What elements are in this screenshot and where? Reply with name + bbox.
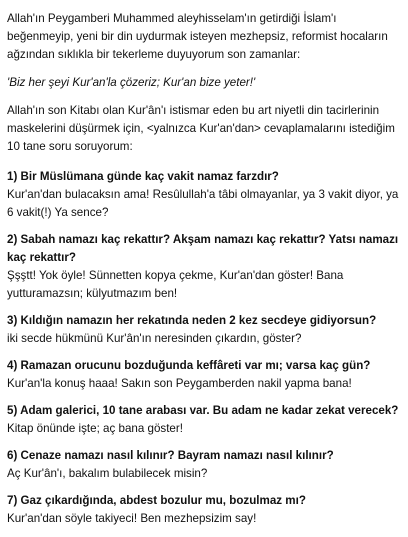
question-block-2 xyxy=(7,231,403,303)
question-block-7 xyxy=(7,492,403,528)
intro-quote: 'Biz her şeyi Kur'an'la çözeriz; Kur'an bize yeter!' xyxy=(7,76,256,89)
question-block-6 xyxy=(7,447,403,483)
answer-1: Kur'an'dan bulacaksın ama! Resûlullah'a tâbi olmayanlar, ya 3 vakit diyor, ya 6 vakit(!) Ya sence? xyxy=(7,188,399,219)
intro-section xyxy=(7,10,403,156)
question-3: 3) Kıldığın namazın her rekatında neden 2 kez secdeye gidiyorsun? xyxy=(7,314,377,327)
answer-2: Şşştt! Yok öyle! Sünnetten kopya çekme, Kur'an'dan göster! Bana yutturamazsın; külyutmazım ben! xyxy=(7,269,344,300)
answer-7: Kur'an'dan söyle takiyeci! Ben mezhepsizim say! xyxy=(7,512,257,525)
answer-6: Aç Kur'ân'ı, bakalım bulabilecek misin? xyxy=(7,467,208,480)
answer-3: iki secde hükmünü Kur'ân'ın neresinden çıkardın, göster? xyxy=(7,332,302,345)
question-block-4 xyxy=(7,357,403,393)
question-block-3 xyxy=(7,312,403,348)
question-6: 6) Cenaze namazı nasıl kılınır? Bayram namazı nasıl kılınır? xyxy=(7,449,334,462)
question-block-1 xyxy=(7,168,403,222)
question-2: 2) Sabah namazı kaç rekattır? Akşam namazı kaç rekattır? Yatsı namazı kaç rekattır? xyxy=(7,233,399,264)
question-1: 1) Bir Müslümana günde kaç vakit namaz farzdır? xyxy=(7,170,279,183)
intro-paragraph: Allah'ın Peygamberi Muhammed aleyhisselam'ın getirdiği İslam'ı beğenmeyip, yeni bir din uydurmak isteyen mezhepsiz, reformist hocaların ağzından sıklıkla bir tekerleme duyuyorum son zamanlar: xyxy=(7,12,388,61)
answer-4: Kur'an'la konuş haaa! Sakın son Peygamberden nakil yapma bana! xyxy=(7,377,352,390)
document-body xyxy=(7,10,403,537)
question-block-5 xyxy=(7,402,403,438)
question-5: 5) Adam galerici, 10 tane arabası var. Bu adam ne kadar zekat verecek? xyxy=(7,404,399,417)
answer-5: Kitap önünde işte; aç bana göster! xyxy=(7,422,183,435)
question-4: 4) Ramazan orucunu bozduğunda keffâreti var mı; varsa kaç gün? xyxy=(7,359,371,372)
question-7: 7) Gaz çıkardığında, abdest bozulur mu, bozulmaz mı? xyxy=(7,494,306,507)
intro-lead: Allah'ın son Kitabı olan Kur'ân'ı istismar eden bu art niyetli din tacirlerinin maskelerini düşürmek için, <yalnızca Kur'an'dan> cevaplamalarını istediğim 10 tane soru soruyorum: xyxy=(7,104,395,153)
